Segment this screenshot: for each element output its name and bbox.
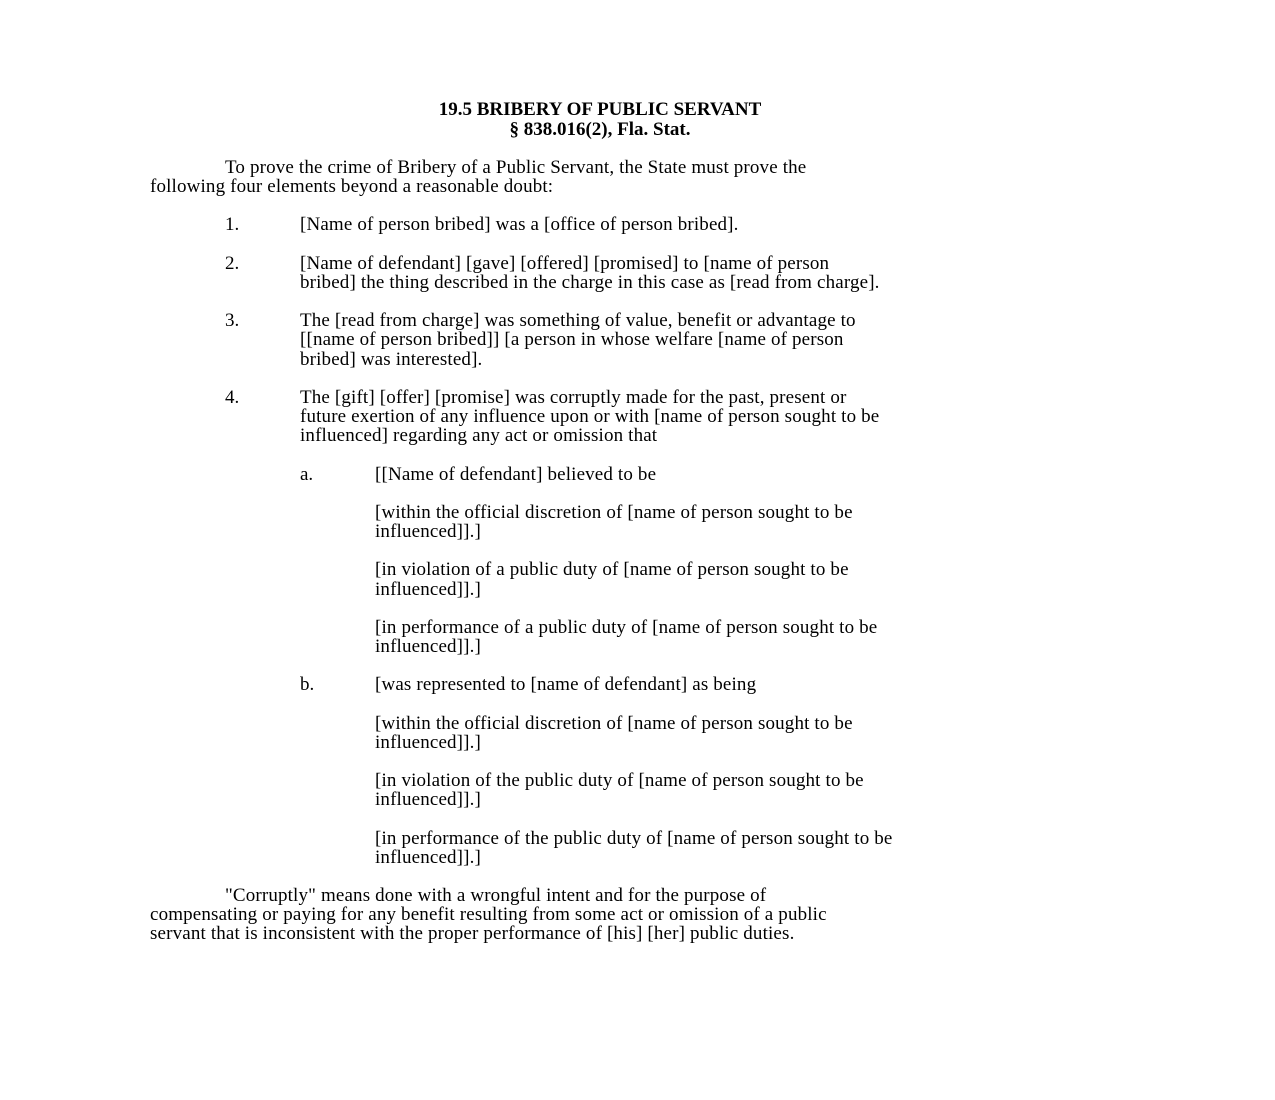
sub-item-letter: b. [300, 674, 315, 695]
option-line: influenced]].] [375, 789, 482, 810]
element-text: [[name of person bribed]] [a person in whose welfare [name of person [300, 329, 844, 350]
option-line: [in violation of the public duty of [name of person sought to be [375, 770, 864, 791]
element-text: future exertion of any influence upon or with [name of person sought to be [300, 406, 880, 427]
option-line: influenced]].] [375, 636, 482, 657]
option-line: [within the official discretion of [name of person sought to be [375, 502, 853, 523]
definition-line-1: "Corruptly" means done with a wrongful intent and for the purpose of [225, 885, 767, 906]
document-title: 19.5 BRIBERY OF PUBLIC SERVANT [438, 99, 762, 120]
element-text: bribed] was interested]. [300, 349, 483, 370]
intro-line-1: To prove the crime of Bribery of a Public Servant, the State must prove the [225, 157, 807, 178]
element-text: The [read from charge] was something of value, benefit or advantage to [300, 310, 856, 331]
definition-line-3: servant that is inconsistent with the proper performance of [his] [her] public duties. [150, 923, 795, 944]
option-line: [in performance of a public duty of [name of person sought to be [375, 617, 878, 638]
element-number: 4. [225, 387, 240, 408]
element-number: 3. [225, 310, 240, 331]
element-text: bribed] the thing described in the charge in this case as [read from charge]. [300, 272, 880, 293]
option-line: influenced]].] [375, 732, 482, 753]
sub-item-lead: [[Name of defendant] believed to be [375, 464, 657, 485]
option-line: influenced]].] [375, 579, 482, 600]
definition-line-2: compensating or paying for any benefit resulting from some act or omission of a public [150, 904, 827, 925]
element-text: [Name of defendant] [gave] [offered] [promised] to [name of person [300, 253, 830, 274]
option-line: [in violation of a public duty of [name of person sought to be [375, 559, 849, 580]
element-number: 1. [225, 214, 240, 235]
sub-item-lead: [was represented to [name of defendant] as being [375, 674, 757, 695]
option-line: [in performance of the public duty of [name of person sought to be [375, 828, 893, 849]
element-text: influenced] regarding any act or omission that [300, 425, 658, 446]
option-line: influenced]].] [375, 847, 482, 868]
statute-citation: § 838.016(2), Fla. Stat. [509, 119, 691, 140]
element-number: 2. [225, 253, 240, 274]
element-text: [Name of person bribed] was a [office of person bribed]. [300, 214, 739, 235]
sub-item-letter: a. [300, 464, 314, 485]
element-text: The [gift] [offer] [promise] was corruptly made for the past, present or [300, 387, 847, 408]
option-line: influenced]].] [375, 521, 482, 542]
intro-line-2: following four elements beyond a reasonable doubt: [150, 176, 554, 197]
option-line: [within the official discretion of [name of person sought to be [375, 713, 853, 734]
